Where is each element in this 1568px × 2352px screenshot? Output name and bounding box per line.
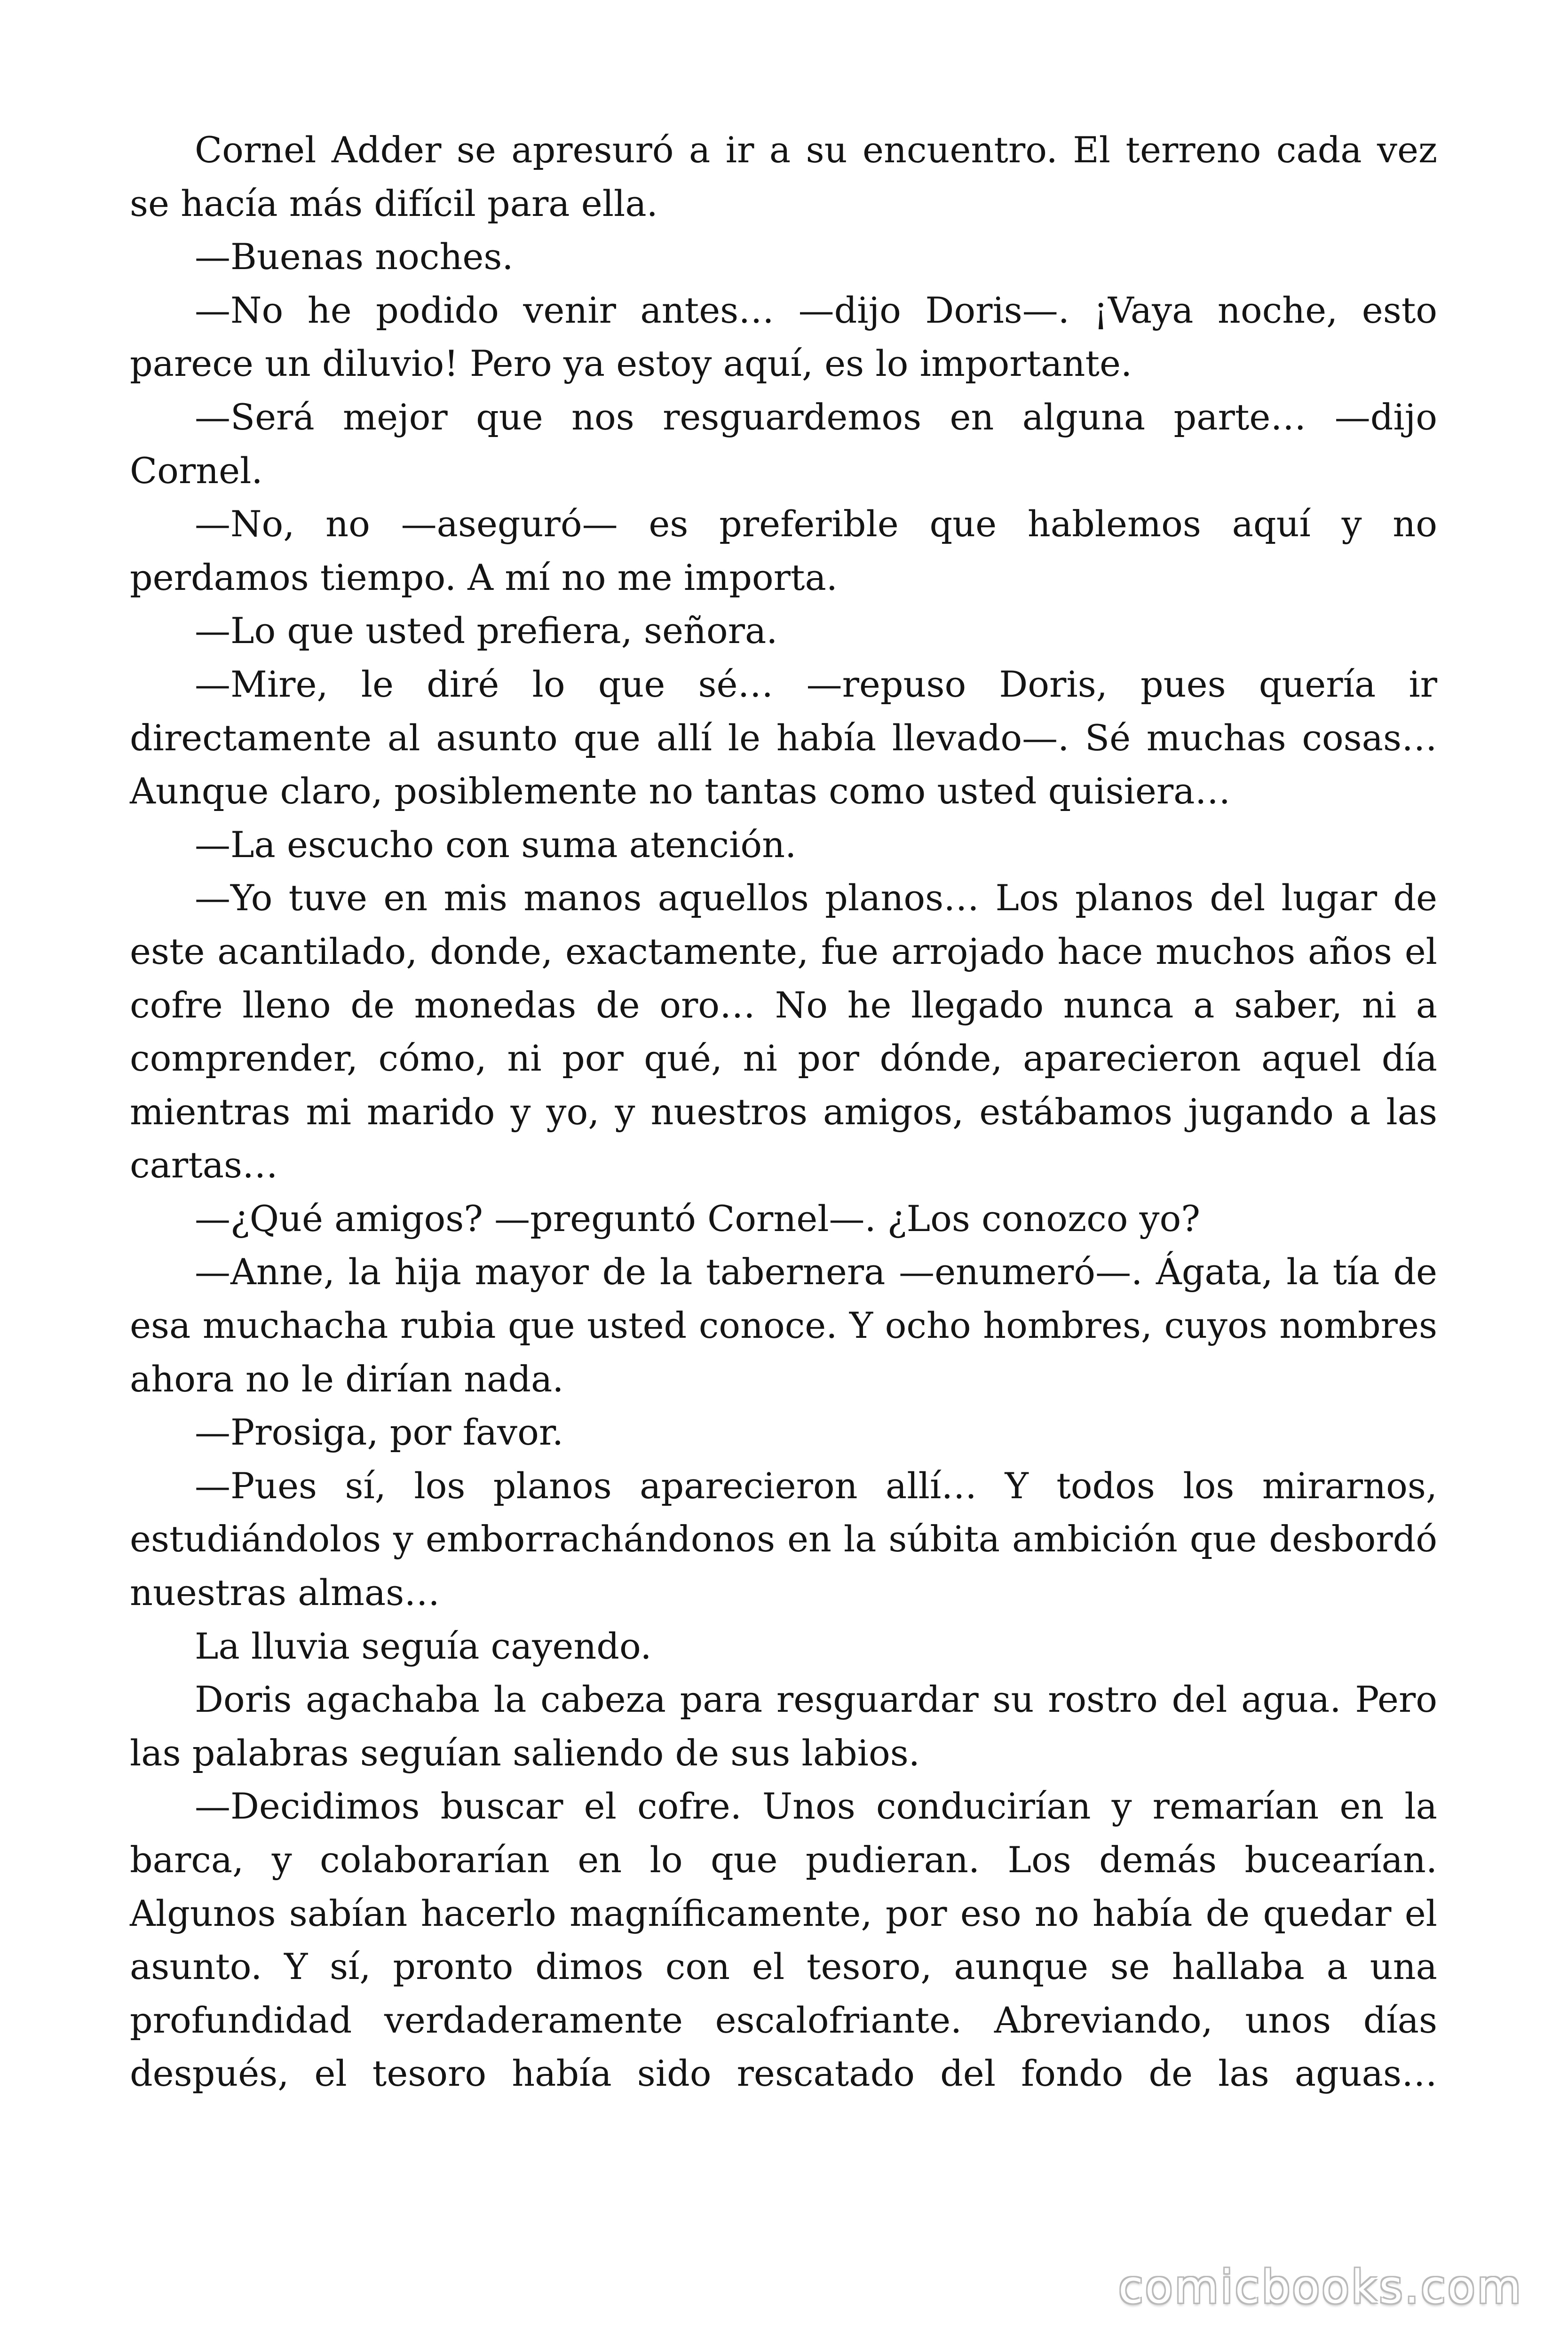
paragraph: —Lo que usted prefiera, señora. [195,610,778,652]
paragraph: Cornel Adder se apresuró a ir a su encuentro. El terreno cada vez se hacía más difícil para ella. [130,129,1437,224]
paragraph: —No, no —aseguró— es preferible que hablemos aquí y no perdamos tiempo. A mí no me importa. [130,503,1437,598]
paragraph: —Yo tuve en mis manos aquellos planos… Los planos del lugar de este acantilado, donde, exactamente, fue arrojado hace muchos años el cofre lleno de monedas de oro… No he llegado nunca a saber, ni a comprender, cómo, ni por qué, ni por dónde, aparecieron aquel día mientras mi marido y yo, y nuestros amigos, estábamos jugando a las cartas… [130,877,1437,1186]
paragraph: —Pues sí, los planos aparecieron allí… Y todos los mirarnos, estudiándolos y emborrachándonos en la súbita ambición que desbordó nuestras almas… [130,1464,1437,1614]
watermark: comicbooks.com [1118,2261,1523,2313]
paragraph: —Mire, le diré lo que sé… —repuso Doris, pues quería ir directamente al asunto que allí le había llevado—. Sé muchas cosas… Aunque claro, posiblemente no tantas como usted quisiera… [130,663,1437,812]
page-text [130,123,1437,2100]
paragraph: Doris agachaba la cabeza para resguardar su rostro del agua. Pero las palabras seguían saliendo de sus labios. [130,1678,1437,1774]
paragraph: —Buenas noches. [195,236,514,278]
paragraph: —Prosiga, por favor. [195,1411,563,1454]
paragraph: —¿Qué amigos? —preguntó Cornel—. ¿Los conozco yo? [195,1197,1200,1240]
paragraph: —La escucho con suma atención. [195,823,797,866]
paragraph: —Será mejor que nos resguardemos en alguna parte… —dijo Cornel. [130,396,1437,492]
paragraph: —No he podido venir antes… —dijo Doris—. ¡Vaya noche, esto parece un diluvio! Pero ya estoy aquí, es lo importante. [130,289,1437,385]
paragraph: —Anne, la hija mayor de la tabernera —enumeró—. Ágata, la tía de esa muchacha rubia que usted conoce. Y ocho hombres, cuyos nombres ahora no le dirían nada. [130,1251,1437,1400]
paragraph: La lluvia seguía cayendo. [195,1625,652,1667]
paragraph: —Decidimos buscar el cofre. Unos conducirían y remarían en la barca, y colaborarían en lo que pudieran. Los demás bucearían. Algunos sabían hacerlo magníficamente, por eso no había de quedar el asunto. Y sí, pronto dimos con el tesoro, aunque se hallaba a una profundidad verdaderamente escalofriante. Abreviando, unos días después, el tesoro había sido rescatado del fondo de las aguas… [130,1785,1437,2095]
